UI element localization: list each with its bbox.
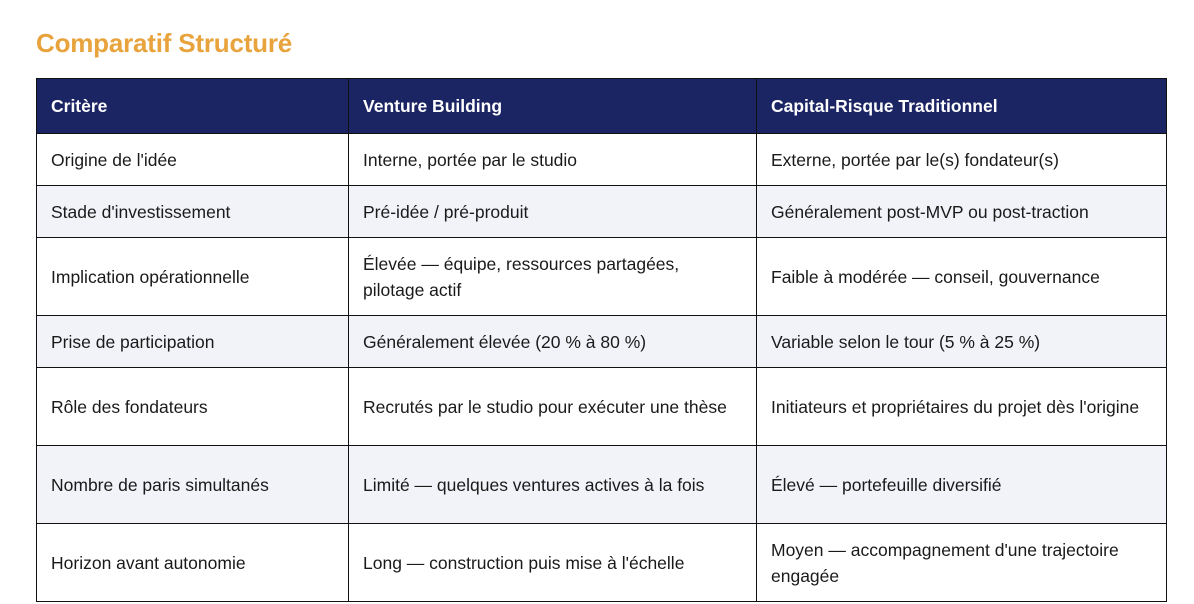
traditional-vc-cell: Généralement post-MVP ou post-traction [757,186,1167,238]
traditional-vc-cell: Initiateurs et propriétaires du projet dès l'origine [757,368,1167,446]
traditional-vc-cell: Externe, portée par le(s) fondateur(s) [757,134,1167,186]
table-header-row [37,79,1167,134]
page-title: Comparatif Structuré [36,28,293,58]
criterion-cell: Stade d'investissement [37,186,349,238]
column-header-venture-building: Venture Building [349,79,757,134]
venture-building-cell: Élevée — équipe, ressources partagées, pilotage actif [349,238,757,316]
venture-building-cell: Long — construction puis mise à l'échelle [349,524,757,602]
traditional-vc-cell: Moyen — accompagnement d'une trajectoire engagée [757,524,1167,602]
table-row [37,186,1167,238]
criterion-cell: Prise de participation [37,316,349,368]
criterion-cell: Horizon avant autonomie [37,524,349,602]
venture-building-cell: Limité — quelques ventures actives à la fois [349,446,757,524]
venture-building-cell: Pré-idée / pré-produit [349,186,757,238]
criterion-cell: Rôle des fondateurs [37,368,349,446]
table-row [37,524,1167,602]
traditional-vc-cell: Élevé — portefeuille diversifié [757,446,1167,524]
table-row [37,316,1167,368]
comparison-table [36,78,1167,602]
table-row [37,134,1167,186]
table-row [37,238,1167,316]
column-header-criterion: Critère [37,79,349,134]
table-row [37,446,1167,524]
venture-building-cell: Généralement élevée (20 % à 80 %) [349,316,757,368]
criterion-cell: Nombre de paris simultanés [37,446,349,524]
traditional-vc-cell: Variable selon le tour (5 % à 25 %) [757,316,1167,368]
table-row [37,368,1167,446]
criterion-cell: Implication opérationnelle [37,238,349,316]
traditional-vc-cell: Faible à modérée — conseil, gouvernance [757,238,1167,316]
criterion-cell: Origine de l'idée [37,134,349,186]
venture-building-cell: Interne, portée par le studio [349,134,757,186]
venture-building-cell: Recrutés par le studio pour exécuter une thèse [349,368,757,446]
column-header-traditional-vc: Capital-Risque Traditionnel [757,79,1167,134]
